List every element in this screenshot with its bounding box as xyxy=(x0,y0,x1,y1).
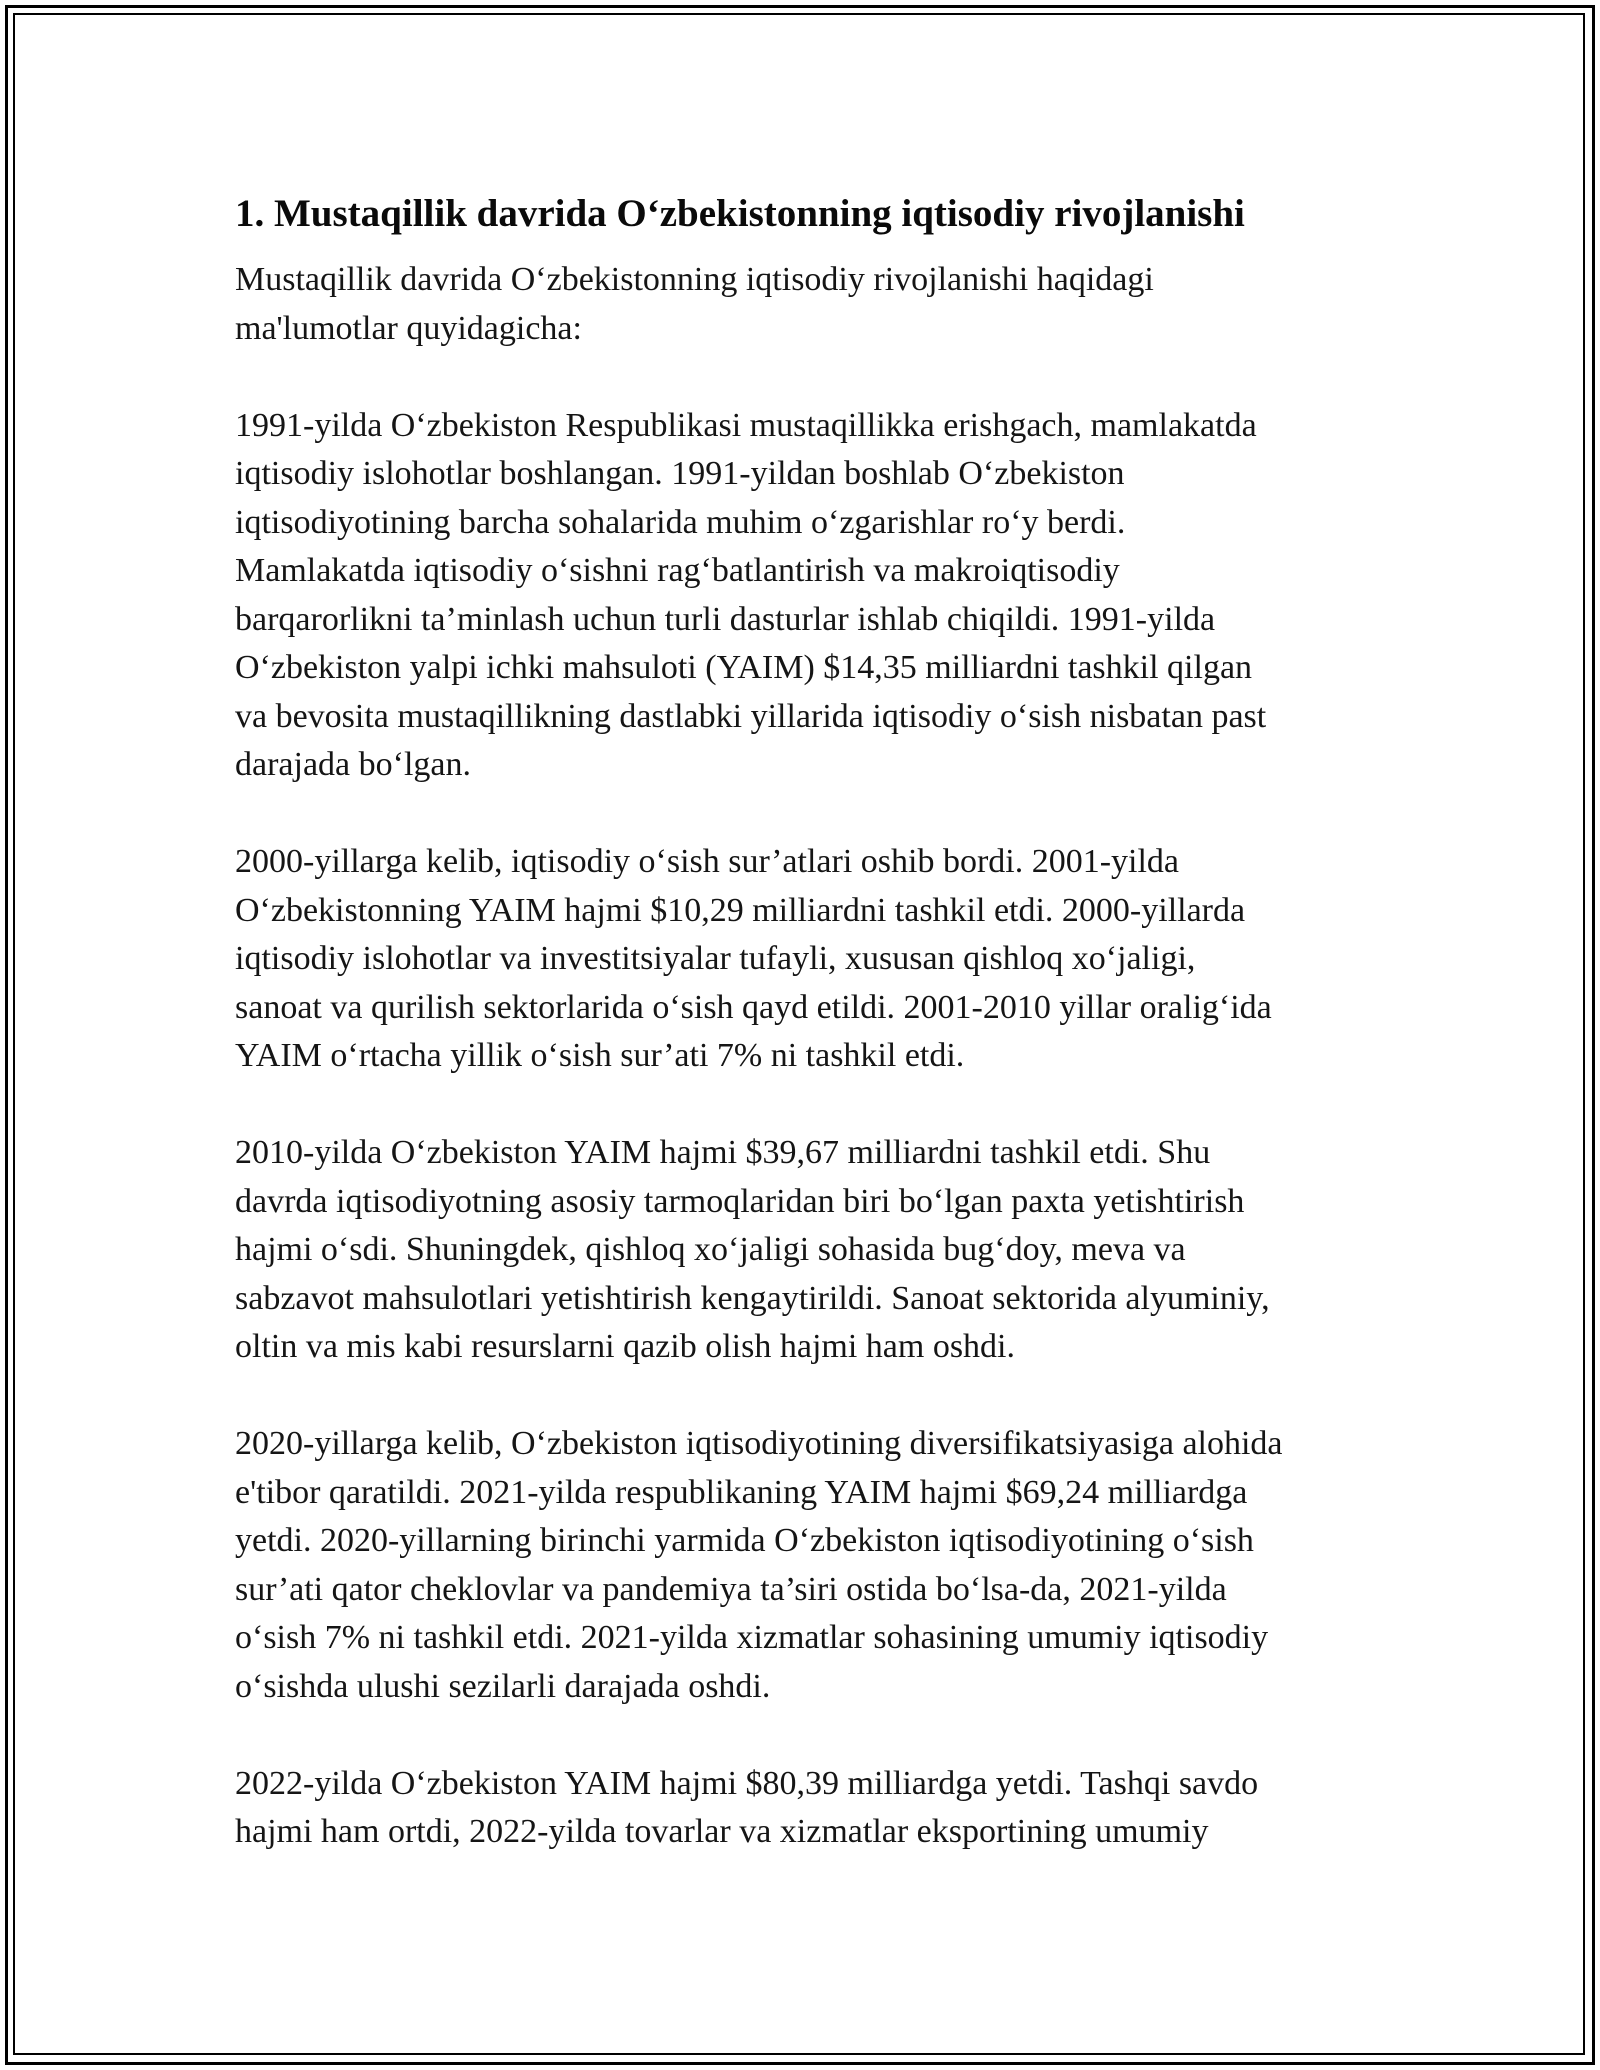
paragraph-line: ma'lumotlar quyidagicha: xyxy=(235,309,582,347)
paragraph-line: YAIM o‘rtacha yillik o‘sish sur’ati 7% ni tashkil etdi. xyxy=(235,1037,965,1074)
paragraph-line: o‘sishda ulushi sezilarli darajada oshdi. xyxy=(235,1667,771,1705)
paragraph-2020s xyxy=(235,1420,1375,1711)
paragraph-line: darajada bo‘lgan. xyxy=(235,746,471,783)
paragraph-line: davrda iqtisodiyotning asosiy tarmoqlaridan biri bo‘lgan paxta yetishtirish xyxy=(235,1182,1245,1220)
paragraph-line: iqtisodiy islohotlar va investitsiyalar tufayli, xususan qishloq xo‘jaligi, xyxy=(235,940,1196,977)
paragraph-line: 2022-yilda O‘zbekiston YAIM hajmi $80,39 milliardga yetdi. Tashqi savdo xyxy=(235,1764,1259,1802)
paragraph-line: 2010-yilda O‘zbekiston YAIM hajmi $39,67 milliardni tashkil etdi. Shu xyxy=(235,1134,1211,1171)
paragraph-2000s xyxy=(235,838,1375,1081)
paragraph-line: Mustaqillik davrida O‘zbekistonning iqtisodiy rivojlanishi haqidagi xyxy=(235,261,1154,298)
paragraph-line: oltin va mis kabi resurslarni qazib olish hajmi ham oshdi. xyxy=(235,1328,1015,1365)
intro-paragraph xyxy=(235,256,1375,353)
paragraph-line: hajmi o‘sdi. Shuningdek, qishloq xo‘jaligi sohasida bug‘doy, meva va xyxy=(235,1231,1186,1268)
paragraph-line: sur’ati qator cheklovlar va pandemiya ta’siri ostida bo‘lsa-da, 2021-yilda xyxy=(235,1570,1227,1608)
paragraph-line: hajmi ham ortdi, 2022-yilda tovarlar va xizmatlar eksportining umumiy xyxy=(235,1813,1209,1850)
paragraph-line: Mamlakatda iqtisodiy o‘sishni rag‘batlantirish va makroiqtisodiy xyxy=(235,552,1120,589)
paragraph-2010 xyxy=(235,1129,1375,1372)
paragraph-line: sanoat va qurilish sektorlarida o‘sish qayd etildi. 2001-2010 yillar oralig‘ida xyxy=(235,988,1272,1026)
paragraph-line: O‘zbekiston yalpi ichki mahsuloti (YAIM) $14,35 milliardni tashkil qilgan xyxy=(235,649,1253,686)
document-body xyxy=(235,186,1375,1857)
paragraph-line: 1991-yilda O‘zbekiston Respublikasi mustaqillikka erishgach, mamlakatda xyxy=(235,406,1257,444)
paragraph-line: va bevosita mustaqillikning dastlabki yillarida iqtisodiy o‘sish nisbatan past xyxy=(235,697,1267,735)
paragraph-line: iqtisodiy islohotlar boshlangan. 1991-yildan boshlab O‘zbekiston xyxy=(235,455,1125,492)
paragraph-2022 xyxy=(235,1760,1375,1857)
paragraph-line: o‘sish 7% ni tashkil etdi. 2021-yilda xizmatlar sohasining umumiy iqtisodiy xyxy=(235,1619,1269,1656)
paragraph-line: 2020-yillarga kelib, O‘zbekiston iqtisodiyotining diversifikatsiyasiga alohida xyxy=(235,1425,1283,1462)
paragraph-line: yetdi. 2020-yillarning birinchi yarmida O‘zbekiston iqtisodiyotining o‘sish xyxy=(235,1522,1254,1559)
paragraph-1991 xyxy=(235,402,1375,790)
paragraph-line: iqtisodiyotining barcha sohalarida muhim o‘zgarishlar ro‘y berdi. xyxy=(235,503,1126,541)
section-title: 1. Mustaqillik davrida O‘zbekistonning iqtisodiy rivojlanishi xyxy=(235,192,1245,235)
paragraph-line: 2000-yillarga kelib, iqtisodiy o‘sish sur’atlari oshib bordi. 2001-yilda xyxy=(235,843,1180,880)
paragraph-line: e'tibor qaratildi. 2021-yilda respublikaning YAIM hajmi $69,24 milliardga xyxy=(235,1473,1248,1511)
paragraph-line: barqarorlikni ta’minlash uchun turli dasturlar ishlab chiqildi. 1991-yilda xyxy=(235,600,1216,638)
paragraph-line: sabzavot mahsulotlari yetishtirish kengaytirildi. Sanoat sektorida alyuminiy, xyxy=(235,1279,1270,1317)
paragraph-line: O‘zbekistonning YAIM hajmi $10,29 milliardni tashkil etdi. 2000-yillarda xyxy=(235,891,1246,929)
